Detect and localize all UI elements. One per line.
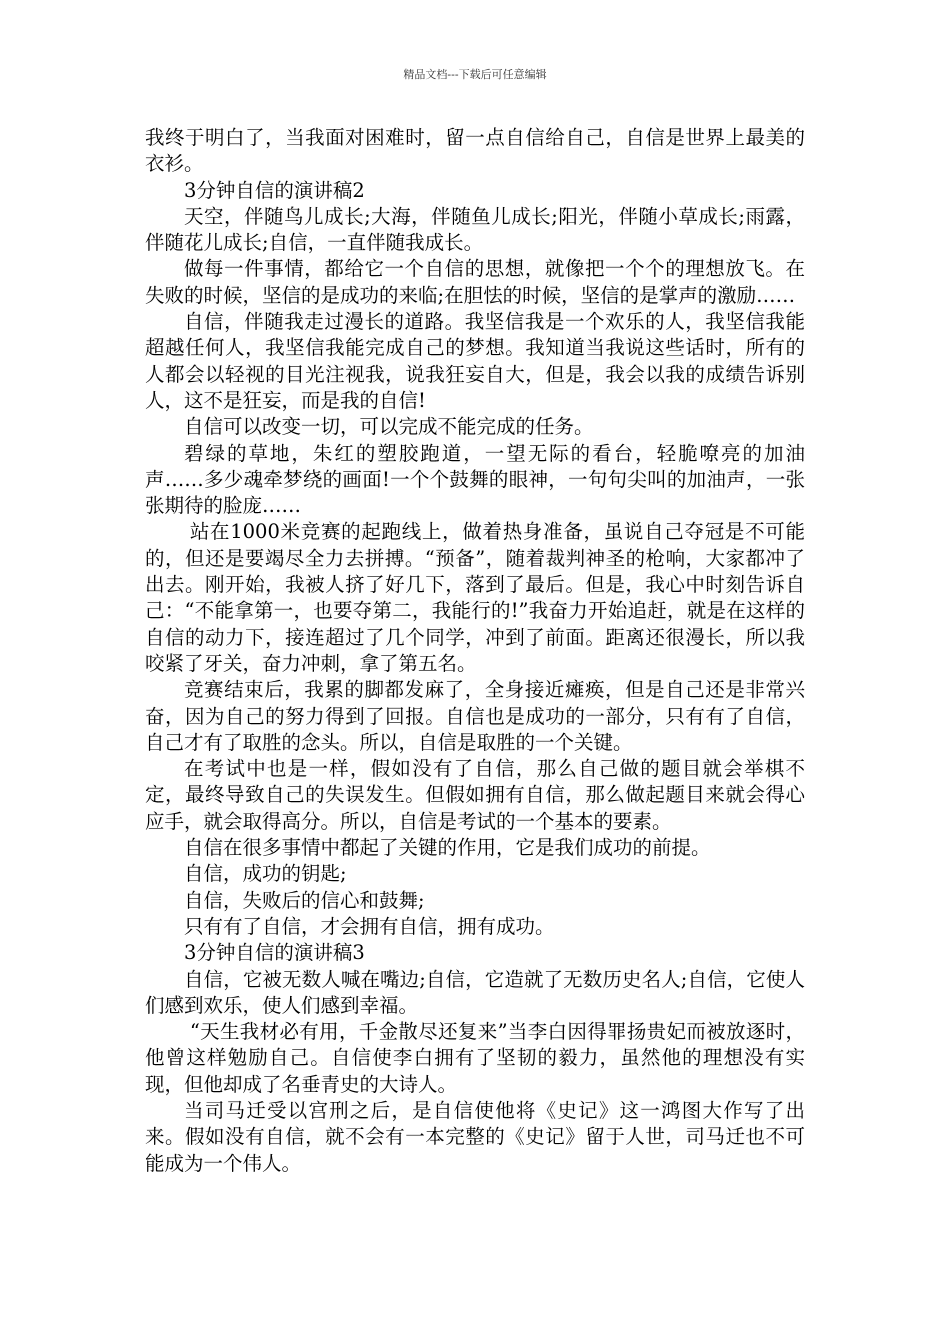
paragraph: 自信在很多事情中都起了关键的作用，它是我们成功的前提。 (184, 836, 711, 860)
paragraph: 竞赛结束后，我累的脚都发麻了，全身接近瘫痪，但是自己还是非常兴奋，因为自己的努力得到了回报。自信也是成功的一部分，只有有了自信，自己才有了取胜的念头。所以，自信是取胜的一个关键。 (145, 678, 805, 754)
paragraph: 只有有了自信，才会拥有自信，拥有成功。 (184, 914, 555, 938)
page-header: 精品文档---下载后可任意编辑 (403, 68, 547, 81)
paragraph: 自信，它被无数人喊在嘴边;自信，它造就了无数历史名人;自信，它使人们感到欢乐，使人们感到幸福。 (145, 967, 805, 1017)
section-heading: 3分钟自信的演讲稿3 (184, 941, 365, 965)
document-body (145, 125, 805, 1177)
paragraph: 天空，伴随鸟儿成长;大海，伴随鱼儿成长;阳光，伴随小草成长;雨露，伴随花儿成长;自信，一直伴随我成长。 (145, 204, 805, 255)
paragraph: 在考试中也是一样，假如没有了自信，那么自己做的题目就会举棋不定，最终导致自己的失误发生。但假如拥有自信，那么做起题目来就会得心应手，就会取得高分。所以，自信是考试的一个基本的要素。 (145, 757, 805, 833)
paragraph: 自信，伴随我走过漫长的道路。我坚信我是一个欢乐的人，我坚信我能超越任何人，我坚信我能完成自己的梦想。我知道当我说这些话时，所有的人都会以轻视的目光注视我，说我狂妄自大，但是，我会以我的成绩告诉别人，这不是狂妄，而是我的自信! (145, 310, 805, 412)
paragraph: 碧绿的草地，朱红的塑胶跑道，一望无际的看台，轻脆嘹亮的加油声……多少魂牵梦绕的画面!一个个鼓舞的眼神，一句句尖叫的加油声，一张张期待的脸庞…… (145, 441, 805, 518)
paragraph: 自信可以改变一切，可以完成不能完成的任务。 (184, 415, 594, 439)
paragraph: 当司马迁受以宫刑之后，是自信使他将《史记》这一鸿图大作写了出来。假如没有自信，就不会有一本完整的《史记》留于人世，司马迁也不可能成为一个伟人。 (145, 1098, 805, 1175)
paragraph: 做每一件事情，都给它一个自信的思想，就像把一个个的理想放飞。在失败的时候，坚信的是成功的来临;在胆怯的时候，坚信的是掌声的激励…… (145, 257, 805, 307)
paragraph: 站在1000米竞赛的起跑线上，做着热身准备，虽说自己夺冠是不可能的，但还是要竭尽全力去拼搏。“预备”，随着裁判神圣的枪响，大家都冲了出去。刚开始，我被人挤了好几下，落到了最后。但是，我心中时刻告诉自己：“不能拿第一，也要夺第二，我能行的!”我奋力开始追赶，就是在这样的自信的动力下，接连超过了几个同学，冲到了前面。距离还很漫长，所以我咬紧了牙关，奋力冲刺，拿了第五名。 (145, 520, 805, 675)
paragraph: 我终于明白了，当我面对困难时，留一点自信给自己，自信是世界上最美的衣衫。 (145, 126, 805, 176)
paragraph: 自信，成功的钥匙; (184, 862, 347, 886)
paragraph: “天生我材必有用，千金散尽还复来”当李白因得罪扬贵妃而被放逐时，他曾这样勉励自己。自信使李白拥有了坚韧的毅力，虽然他的理想没有实现，但他却成了名垂青史的大诗人。 (145, 1020, 805, 1096)
section-heading: 3分钟自信的演讲稿2 (184, 178, 365, 202)
paragraph: 自信，失败后的信心和鼓舞; (184, 888, 425, 912)
